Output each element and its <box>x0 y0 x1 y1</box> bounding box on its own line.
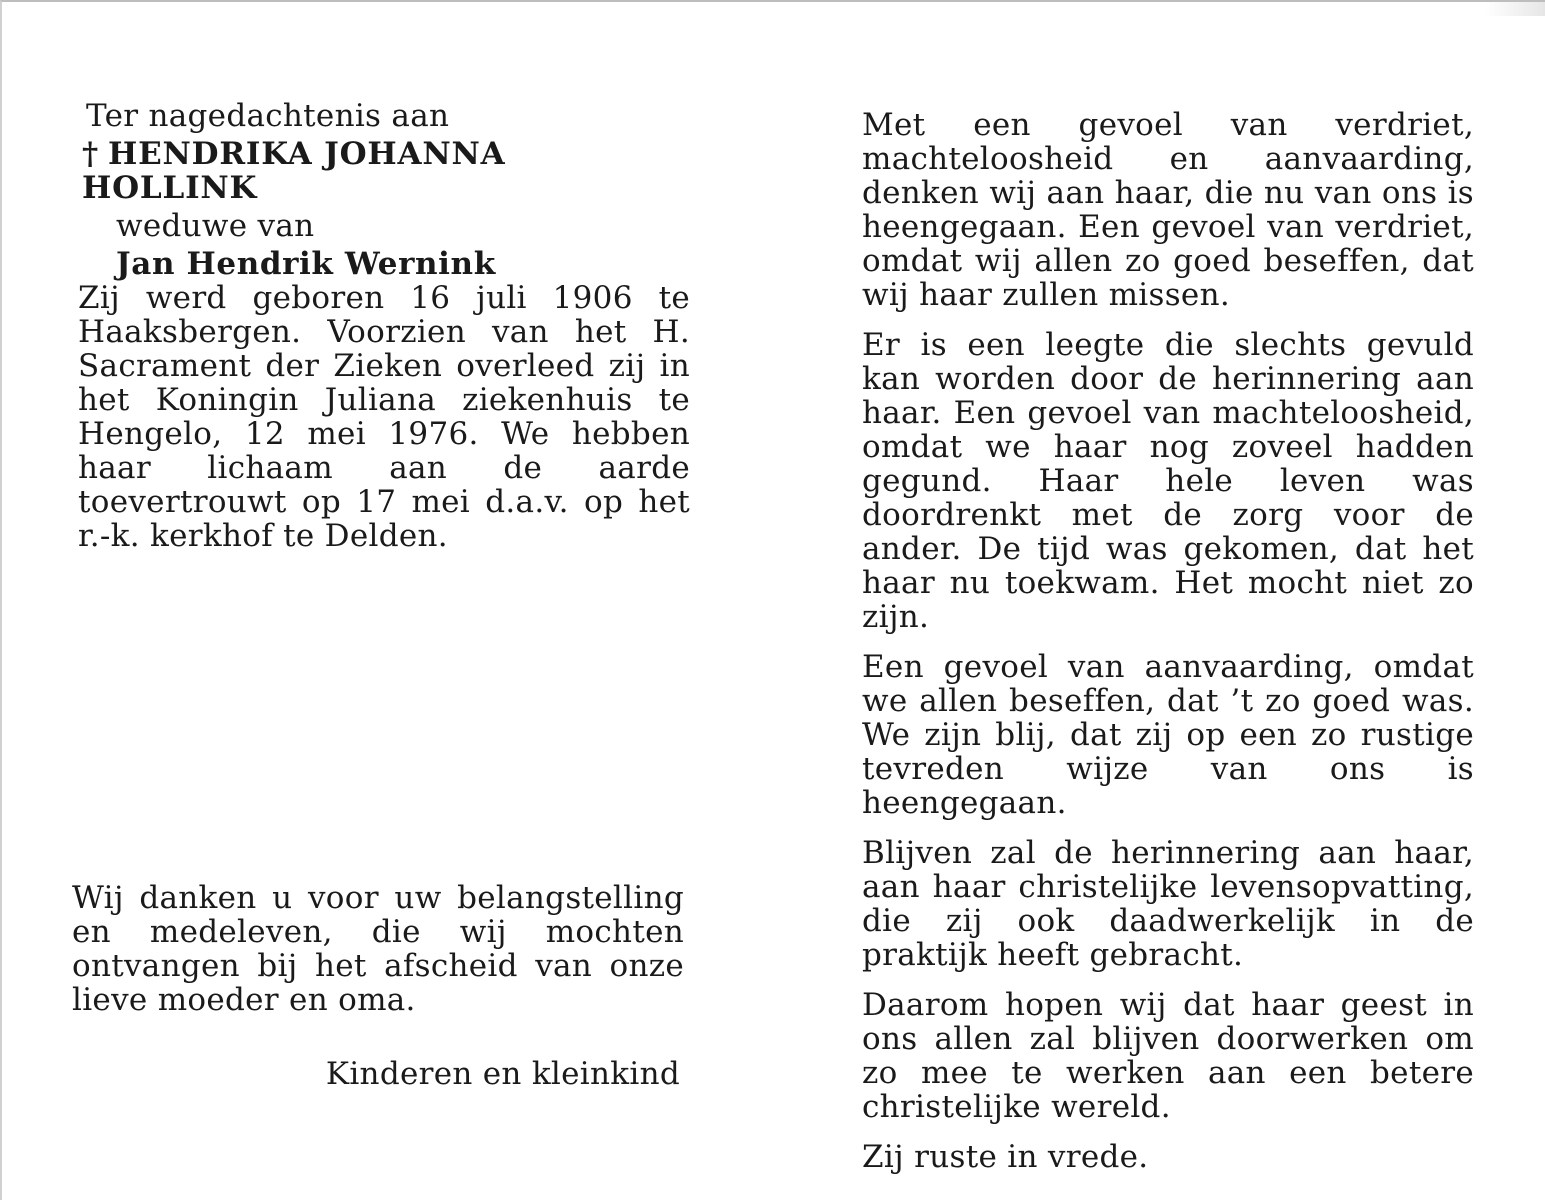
signature: Kinderen en kleinkind <box>325 1056 680 1092</box>
deceased-name: HENDRIKA JOHANNA HOLLINK <box>82 136 506 206</box>
right-page <box>862 108 1474 1190</box>
thanks-paragraph: Wij danken u voor uw belangstelling en medeleven, die wij mochten ontvangen bij het afscheid van onze lieve moeder en oma. <box>72 880 684 1018</box>
closing-blessing: Zij ruste in vrede. <box>862 1139 1149 1175</box>
cross-icon: † <box>82 136 100 172</box>
biography-paragraph: Zij werd geboren 16 juli 1906 te Haaksbergen. Voorzien van het H. Sacrament der Zieken overleed zij in het Koningin Juliana ziekenhuis te Hengelo, 12 mei 1976. We hebben haar lichaam aan de aarde toevertrouwt op 17 mei d.a.v. op het r.-k. kerkhof te Delden. <box>78 280 690 554</box>
husband-name: Jan Hendrik Wernink <box>116 246 496 282</box>
reflection-paragraph-2: Er is een leegte die slechts gevuld kan worden door de herinnering aan haar. Een gevoel van machteloosheid, omdat we haar nog zoveel hadden gegund. Haar hele leven was doordrenkt met de zorg voor de ander. De tijd was gekomen, dat het haar nu toekwam. Het mocht niet zo zijn. <box>862 327 1474 635</box>
left-page <box>72 98 690 1092</box>
reflection-paragraph-1: Met een gevoel van verdriet, machteloosheid en aanvaarding, denken wij aan haar, die nu van ons is heengegaan. Een gevoel van verdriet, omdat wij allen zo goed beseffen, dat wij haar zullen missen. <box>862 107 1474 313</box>
card-edge-shadow <box>1485 2 1545 16</box>
reflection-paragraph-3: Een gevoel van aanvaarding, omdat we allen beseffen, dat ’t zo goed was. We zijn blij, dat zij op een zo rustige tevreden wijze van ons is heengegaan. <box>862 649 1474 821</box>
reflection-paragraph-4: Blijven zal de herinnering aan haar, aan haar christelijke levensopvatting, die zij ook daadwerkelijk in de praktijk heeft gebracht. <box>862 835 1474 973</box>
memorial-intro: Ter nagedachtenis aan <box>86 98 450 134</box>
deceased-name-line <box>78 137 690 205</box>
widow-of-label: weduwe van <box>116 208 315 244</box>
reflection-paragraph-5: Daarom hopen wij dat haar geest in ons allen zal blijven doorwerken om zo mee te werken aan een betere christelijke wereld. <box>862 987 1474 1125</box>
